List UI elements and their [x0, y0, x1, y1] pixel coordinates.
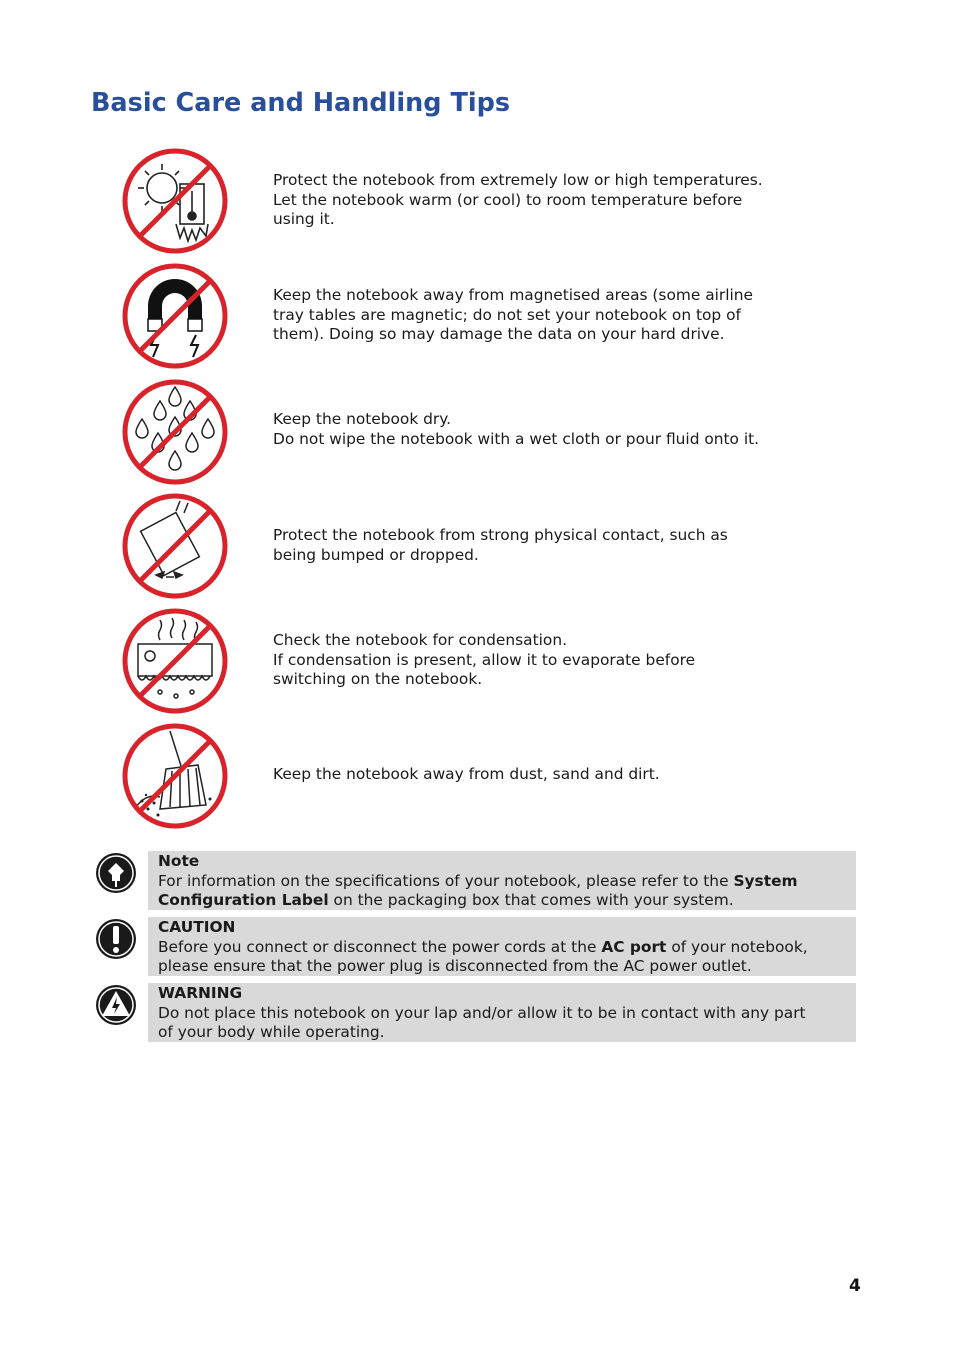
caution-line-2: please ensure that the power plug is disconnected from the AC power outlet. [158, 957, 752, 976]
tip-dry-text: Keep the notebook dry. Do not wipe the notebook with a wet cloth or pour fluid onto it. [273, 410, 760, 448]
warning-line-2: of your body while operating. [158, 1023, 385, 1042]
note-pin-icon [94, 851, 138, 895]
no-water-icon [120, 377, 230, 487]
no-temperature-icon [120, 146, 230, 256]
tip-dust-text: Keep the notebook away from dust, sand and dirt. [273, 765, 660, 783]
caution-box [148, 917, 856, 976]
note-line-1: For information on the specifications of your notebook, please refer to the System [158, 871, 798, 890]
no-drop-icon [120, 491, 230, 601]
warning-box [148, 983, 856, 1042]
no-dust-icon [120, 721, 230, 831]
note-heading: Note [158, 852, 200, 870]
caution-heading: CAUTION [158, 918, 236, 936]
warning-line-1: Do not place this notebook on your lap and/or allow it to be in contact with any part [158, 1003, 806, 1022]
note-box [148, 851, 856, 910]
warning-lightning-icon [94, 983, 138, 1027]
note-line-2: Configuration Label on the packaging box that comes with your system. [158, 891, 734, 910]
tip-magnet-text: Keep the notebook away from magnetised areas (some airline tray tables are magnetic; do not set your notebook on top of them). Doing so may damage the data on your hard drive. [273, 286, 754, 344]
caution-exclamation-icon [94, 917, 138, 961]
caution-line-1: Before you connect or disconnect the power cords at the AC port of your notebook, [158, 937, 808, 956]
warning-heading: WARNING [158, 984, 243, 1002]
page-title: Basic Care and Handling Tips [91, 88, 511, 118]
page-number: 4 [849, 1276, 861, 1296]
tip-impact-text: Protect the notebook from strong physical contact, such as being bumped or dropped. [273, 526, 728, 564]
no-condensation-icon [120, 606, 230, 716]
no-magnet-icon [120, 261, 230, 371]
tip-condensation-text: Check the notebook for condensation. If condensation is present, allow it to evaporate before switching on the notebook. [273, 631, 696, 689]
tip-temperature-text: Protect the notebook from extremely low or high temperatures. Let the notebook warm (or cool) to room temperature before using it. [273, 171, 763, 229]
